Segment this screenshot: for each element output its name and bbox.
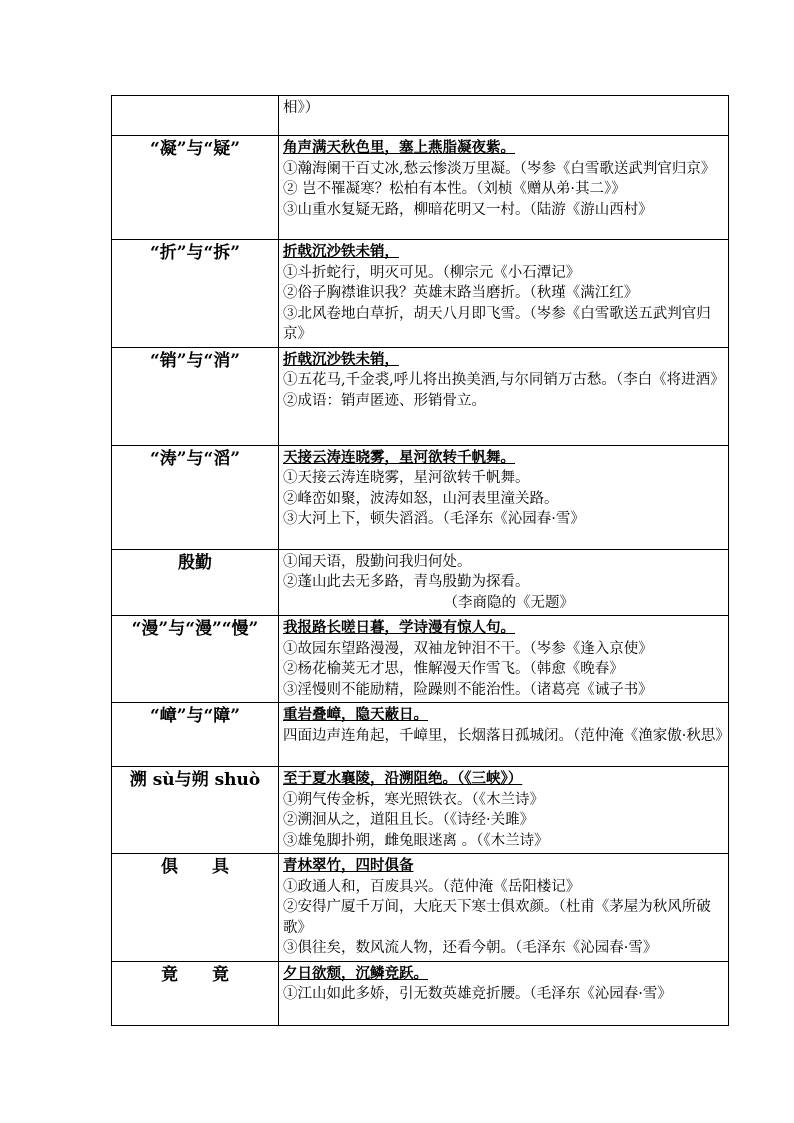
example-line: ② 岂不罹凝寒？松柏有本性。（刘桢《赠从弟·其二》》	[283, 181, 626, 197]
term-cell: “嶂”与“障”	[112, 703, 279, 767]
table-row	[112, 136, 729, 240]
term-cell: 溯 sù与朔 shuò	[112, 767, 279, 854]
example-line: ①斗折蛇行，明灭可见。（柳宗元《小石潭记》	[283, 264, 581, 281]
example-line: 相》）	[283, 100, 320, 116]
content-cell	[279, 136, 729, 240]
heading-line: 折戟沉沙铁未销，	[283, 243, 399, 260]
table-row	[112, 703, 729, 767]
example-line: ③雄兔脚扑朔，雌兔眼迷离 。（《木兰诗》	[283, 832, 549, 849]
heading-line: 夕日欲颓，沉鳞竞跃。	[283, 964, 428, 982]
table-row	[112, 445, 729, 549]
term-cell: “销”与“消”	[112, 347, 279, 445]
example-line: ②杨花榆荚无才思，惟解漫天作雪飞。（韩愈《晚春》	[283, 661, 624, 677]
table-row	[112, 961, 729, 1025]
example-line: ①闻天语，殷勤问我归何处。	[283, 553, 472, 570]
heading-line: 天接云涛连晓雾，星河欲转千帆舞。	[283, 448, 515, 466]
source-line: （李商隐的《无题》	[443, 594, 574, 611]
example-line: ①五花马,千金裘,呼儿将出换美酒,与尔同销万古愁。（李白《将进酒》	[283, 372, 725, 388]
example-line: ①故园东望路漫漫，双袖龙钟泪不干。（岑参《逢入京使》	[283, 640, 653, 657]
example-line: ③北风卷地白草折，胡天八月即飞雪。（岑参《白雪歌送五武判官归京》	[283, 305, 711, 342]
heading-line: 角声满天秋色里，塞上燕脂凝夜紫。	[283, 139, 515, 156]
example-line: ①瀚海阑干百丈冰,愁云惨淡万里凝。（岑参《白雪歌送武判官归京》	[283, 160, 716, 177]
content-cell	[279, 616, 729, 703]
heading-line: 至于夏水襄陵，沿溯阻绝。（《三峡》）	[283, 770, 523, 787]
example-line: ①朔气传金柝，寒光照铁衣。（《木兰诗》	[283, 791, 544, 808]
term-cell: “凝”与“疑”	[112, 136, 279, 240]
table-row	[112, 767, 729, 854]
term-cell: 竟 竟	[112, 961, 279, 1025]
term-cell: 俱 具	[112, 854, 279, 962]
content-cell	[279, 240, 729, 348]
term-cell: “折”与“拆”	[112, 240, 279, 348]
content-cell	[279, 703, 729, 767]
example-line: ②成语：销声匿迹、形销骨立。	[283, 392, 486, 409]
example-line: 四面边声连角起，千嶂里，长烟落日孤城闭。（范仲淹《渔家傲·秋思》	[283, 727, 730, 744]
example-line: ②蓬山此去无多路，青鸟殷勤为探看。	[283, 574, 530, 590]
content-cell	[279, 961, 729, 1025]
content-cell	[279, 549, 729, 616]
table-row	[112, 240, 729, 348]
table-row	[112, 616, 729, 703]
heading-line: 青林翠竹，四时俱备	[283, 857, 414, 874]
content-cell	[279, 347, 729, 445]
content-cell	[279, 445, 729, 549]
example-line: ③大河上下，顿失滔滔。（毛泽东《沁园春·雪》	[283, 511, 585, 527]
example-line: ②俗子胸襟谁识我？英雄末路当磨折。（秋瑾《满江红》	[283, 285, 639, 301]
example-line: ②安得广厦千万间，大庇天下寒士俱欢颜。（杜甫《茅屋为秋风所破歌》	[283, 899, 711, 936]
example-line: ③山重水复疑无路，柳暗花明又一村。（陆游《游山西村》	[283, 201, 653, 218]
example-line: ①天接云涛连晓雾，星河欲转千帆舞。	[283, 470, 530, 486]
heading-line: 折戟沉沙铁未销，	[283, 350, 399, 368]
example-line: ②溯洄从之，道阻且长。（《诗经·关雎》	[283, 812, 535, 828]
example-line: ①政通人和，百废具兴。（范仲淹《岳阳楼记》	[283, 878, 581, 895]
table-row	[112, 96, 729, 136]
content-cell	[279, 96, 729, 136]
heading-line: 我报路长嗟日暮，学诗漫有惊人句。	[283, 619, 515, 636]
term-cell: “漫”与“漫”“慢”	[112, 616, 279, 703]
table-row	[112, 347, 729, 445]
content-cell	[279, 854, 729, 962]
example-line: ③淫慢则不能励精，险躁则不能治性。（诸葛亮《诫子书》	[283, 681, 653, 698]
example-line: ②峰峦如聚，波涛如怒，山河表里潼关路。	[283, 490, 559, 507]
term-cell	[112, 96, 279, 136]
table-row	[112, 549, 729, 616]
example-line: ①江山如此多娇，引无数英雄竞折腰。（毛泽东《沁园春·雪》	[283, 986, 672, 1002]
heading-line: 重岩叠嶂，隐天蔽日。	[283, 706, 428, 723]
term-cell: 殷勤	[112, 549, 279, 616]
example-line: ③俱往矣，数风流人物，还看今朝。（毛泽东《沁园春·雪》	[283, 940, 658, 956]
content-cell	[279, 767, 729, 854]
vocabulary-table	[111, 95, 729, 1026]
term-cell: “涛”与“滔”	[112, 445, 279, 549]
table-row	[112, 854, 729, 962]
